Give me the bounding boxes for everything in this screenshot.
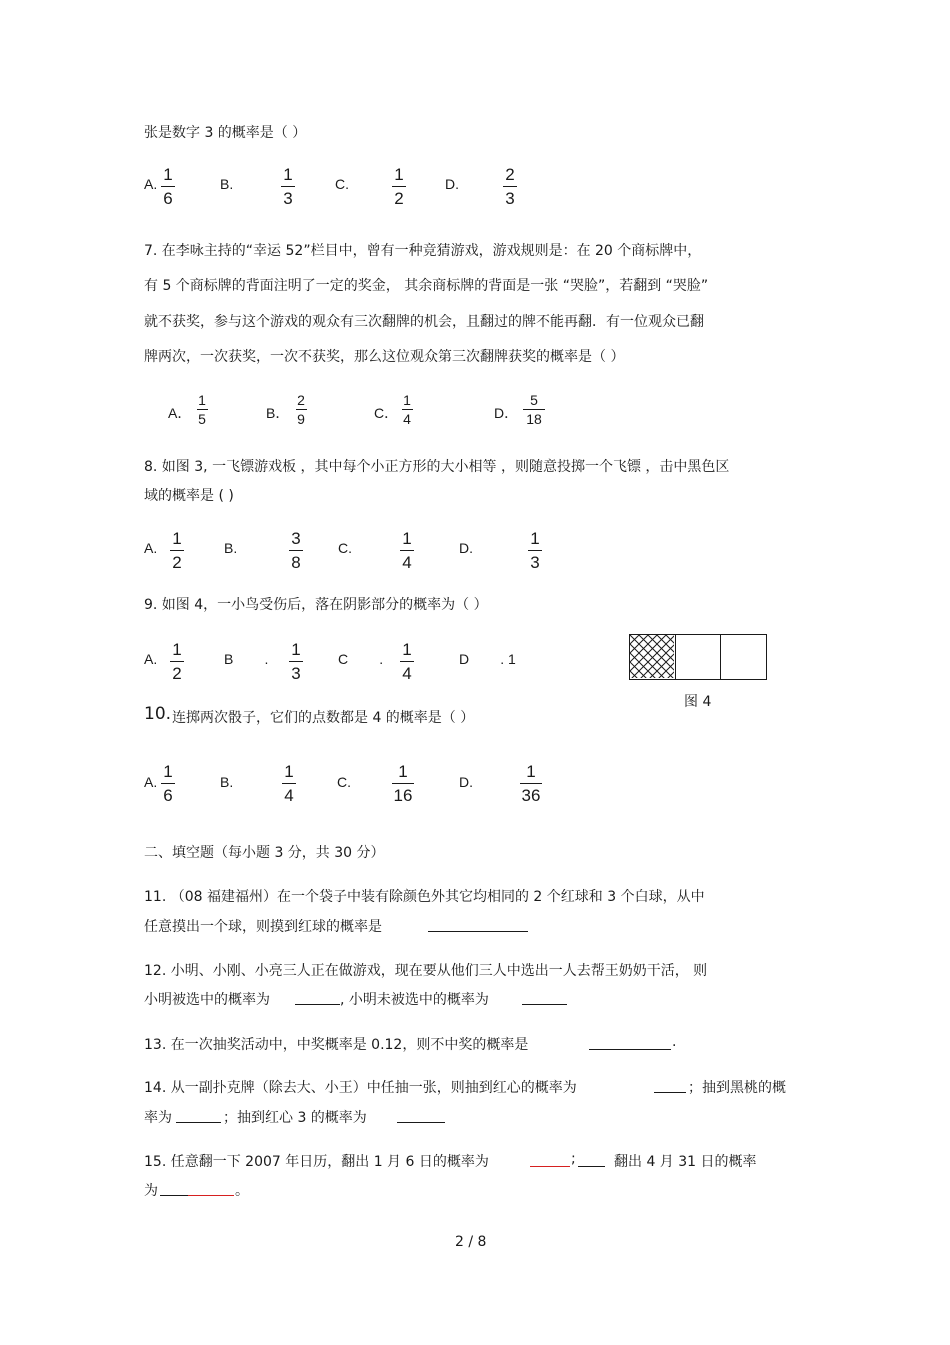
option-label: D.	[459, 540, 473, 556]
q7-line4: 牌两次，一次获奖，一次不获奖，那么这位观众第三次翻牌获奖的概率是（ ）	[144, 349, 625, 365]
q10-text: 连掷两次骰子，它们的点数都是 4 的概率是（ ）	[172, 710, 475, 726]
option-fraction: 1 2	[379, 166, 419, 207]
option-fraction: 2 9	[297, 392, 305, 427]
section-heading: 二、填空题（每小题 3 分，共 30 分）	[144, 845, 385, 861]
option-label: D . 1	[459, 651, 516, 667]
option-label: C.	[337, 774, 351, 790]
option-label: A.	[144, 774, 158, 790]
q12-line2-a: 小明被选中的概率为	[144, 992, 270, 1008]
q14-line1-a: 14. 从一副扑克牌（除去大、小王）中任抽一张，则抽到红心的概率为	[144, 1080, 577, 1096]
q13-line1-a: 13. 在一次抽奖活动中，中奖概率是 0.12，则不中奖的概率是	[144, 1037, 529, 1053]
q9-line1: 9. 如图 4，一小鸟受伤后，落在阴影部分的概率为（ ）	[144, 597, 488, 613]
q13-answer-blank[interactable]	[589, 1033, 671, 1050]
option-fraction: 2 3	[490, 166, 530, 207]
figure-4-caption: 图 4	[684, 694, 712, 710]
option-label: A.	[144, 176, 158, 192]
q15-answer-blank-1[interactable]	[530, 1150, 570, 1167]
q10-number: 10.	[144, 704, 172, 724]
option-fraction: 1 3	[515, 530, 555, 571]
q11-line2: 任意摸出一个球，则摸到红球的概率是	[144, 919, 382, 935]
q14-line2-b: ；抽到红心 3 的概率为	[223, 1110, 367, 1126]
option-label: D.	[459, 774, 473, 790]
q7-line1: 7. 在李咏主持的“幸运 52”栏目中，曾有一种竞猜游戏，游戏规则是：在 20 个商标牌中，	[144, 243, 702, 259]
q11-answer-blank[interactable]	[428, 915, 528, 932]
option-label: A．	[168, 405, 192, 421]
option-label: C.	[338, 540, 352, 556]
q15-answer-blank-1-tail[interactable]	[578, 1150, 605, 1167]
q14-answer-blank-3[interactable]	[397, 1106, 445, 1123]
q13-line1-b: .	[672, 1034, 677, 1050]
page-number: 2 / 8	[455, 1234, 487, 1250]
option-fraction: 5 18	[514, 393, 554, 426]
shaded-cell	[630, 635, 676, 679]
q15-answer-blank-2[interactable]	[188, 1179, 234, 1196]
q15-line2-a: 为	[144, 1183, 158, 1199]
option-fraction: 1 2	[157, 530, 197, 571]
option-label: A.	[144, 651, 158, 667]
option-label: B.	[220, 176, 234, 192]
option-label: C .	[338, 651, 384, 667]
option-label: B .	[224, 651, 269, 667]
option-fraction: 1 6	[148, 166, 188, 207]
q15-line2-b: 。	[235, 1183, 249, 1199]
option-label: A.	[144, 540, 158, 556]
blank-cell	[676, 635, 722, 679]
option-label: D．	[494, 405, 519, 421]
option-fraction: 3 8	[276, 530, 316, 571]
q7-line2: 有 5 个商标牌的背面注明了一定的奖金， 其余商标牌的背面是一张 “哭脸”，若翻到 “哭脸”	[144, 278, 709, 294]
q14-answer-blank-1[interactable]	[654, 1076, 686, 1093]
option-fraction: 1 36	[521, 762, 541, 805]
q12-answer-blank-1[interactable]	[295, 988, 340, 1005]
option-fraction: 1 16	[393, 762, 413, 805]
q8-line2: 域的概率是 ( )	[144, 488, 234, 504]
option-fraction: 1 6	[148, 763, 188, 804]
q15-line1-a: 15. 任意翻一下 2007 年日历，翻出 1 月 6 日的概率为	[144, 1154, 489, 1170]
crosshatch-pattern	[630, 635, 674, 678]
q14-answer-blank-2[interactable]	[176, 1106, 221, 1123]
q15-line1-b: ;	[571, 1151, 576, 1167]
figure-4-grid	[629, 634, 767, 680]
q8-line1: 8. 如图 3, 一飞镖游戏板 ，其中每个小正方形的大小相等 ，则随意投掷一个飞镖 ，击中黑色区	[144, 459, 730, 475]
option-fraction: 1 3	[276, 641, 316, 682]
option-label: B．	[266, 405, 290, 421]
option-label: D.	[445, 176, 459, 192]
option-label: B.	[224, 540, 238, 556]
q12-answer-blank-2[interactable]	[522, 988, 567, 1005]
option-fraction: 1 3	[268, 166, 308, 207]
option-fraction: 1 4	[387, 641, 427, 682]
option-label: C．	[374, 405, 399, 421]
option-fraction: 1 2	[157, 641, 197, 682]
q14-line2-a: 率为	[144, 1110, 172, 1126]
option-fraction: 1 5	[198, 392, 206, 427]
option-label: B.	[220, 774, 234, 790]
option-label: C.	[335, 176, 349, 192]
q14-line1-b: ；抽到黑桃的概	[688, 1080, 786, 1096]
option-fraction: 1 4	[387, 530, 427, 571]
option-fraction: 1 4	[269, 763, 309, 804]
q15-answer-blank-2-head[interactable]	[160, 1179, 188, 1196]
q12-line2-b: , 小明未被选中的概率为	[340, 992, 489, 1008]
option-fraction: 1 4	[403, 392, 411, 427]
q6-tail-text: 张是数字 3 的概率是（ ）	[144, 125, 307, 141]
q15-line1-c: 翻出 4 月 31 日的概率	[614, 1154, 757, 1170]
blank-cell	[721, 635, 766, 679]
q11-line1: 11. （08 福建福州）在一个袋子中装有除颜色外其它均相同的 2 个红球和 3 个白球，从中	[144, 889, 705, 905]
q12-line1: 12. 小明、小刚、小亮三人正在做游戏，现在要从他们三人中选出一人去帮王奶奶干活， 则	[144, 963, 708, 979]
q7-line3: 就不获奖，参与这个游戏的观众有三次翻牌的机会，且翻过的牌不能再翻．有一位观众已翻	[144, 314, 704, 330]
